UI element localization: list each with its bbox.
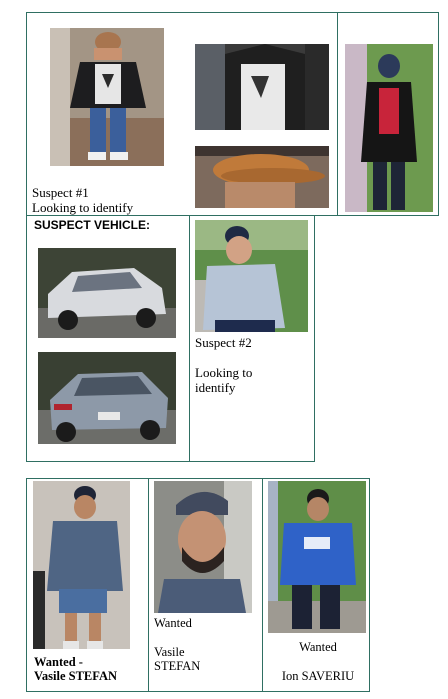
wanted1-figure <box>33 481 130 649</box>
suspect1-side-photo[interactable] <box>345 44 433 212</box>
suspect1-cap-figure <box>195 146 329 208</box>
suspect1-figure <box>50 28 164 166</box>
vehicle-heading: SUSPECT VEHICLE: <box>34 218 151 232</box>
suspect1-caption: Suspect #1 Looking to identify <box>32 185 134 215</box>
middle-divider <box>189 215 190 462</box>
wanted3-photo[interactable] <box>268 481 366 633</box>
wanted2-photo[interactable] <box>154 481 252 613</box>
suspect1-full-body-photo[interactable] <box>50 28 164 166</box>
suspect2-caption: Suspect #2 Looking to identify <box>195 335 253 395</box>
suspect1-shirt-figure <box>195 44 329 130</box>
suspect-vehicle-rear-photo[interactable] <box>38 352 176 444</box>
suspect1-shirt-closeup-photo[interactable] <box>195 44 329 130</box>
wanted3-caption: Wanted Ion SAVERIU <box>281 640 355 683</box>
wanted1-caption: Wanted - Vasile STEFAN <box>34 655 118 684</box>
top-divider <box>337 12 338 216</box>
suspect2-photo[interactable] <box>195 220 308 332</box>
wanted2-caption: Wanted Vasile STEFAN <box>154 616 201 674</box>
wanted1-photo[interactable] <box>33 481 130 649</box>
suspect2-figure <box>195 220 308 332</box>
wanted3-figure <box>268 481 366 633</box>
suspect-vehicle-front-photo[interactable] <box>38 248 176 338</box>
vehicle-rear-figure <box>38 352 176 444</box>
vehicle-front-figure <box>38 248 176 338</box>
bottom-divider-2 <box>262 478 263 692</box>
wanted2-figure <box>154 481 252 613</box>
suspect1-side-figure <box>345 44 433 212</box>
suspect1-cap-closeup-photo[interactable] <box>195 146 329 208</box>
bottom-divider-1 <box>148 478 149 692</box>
